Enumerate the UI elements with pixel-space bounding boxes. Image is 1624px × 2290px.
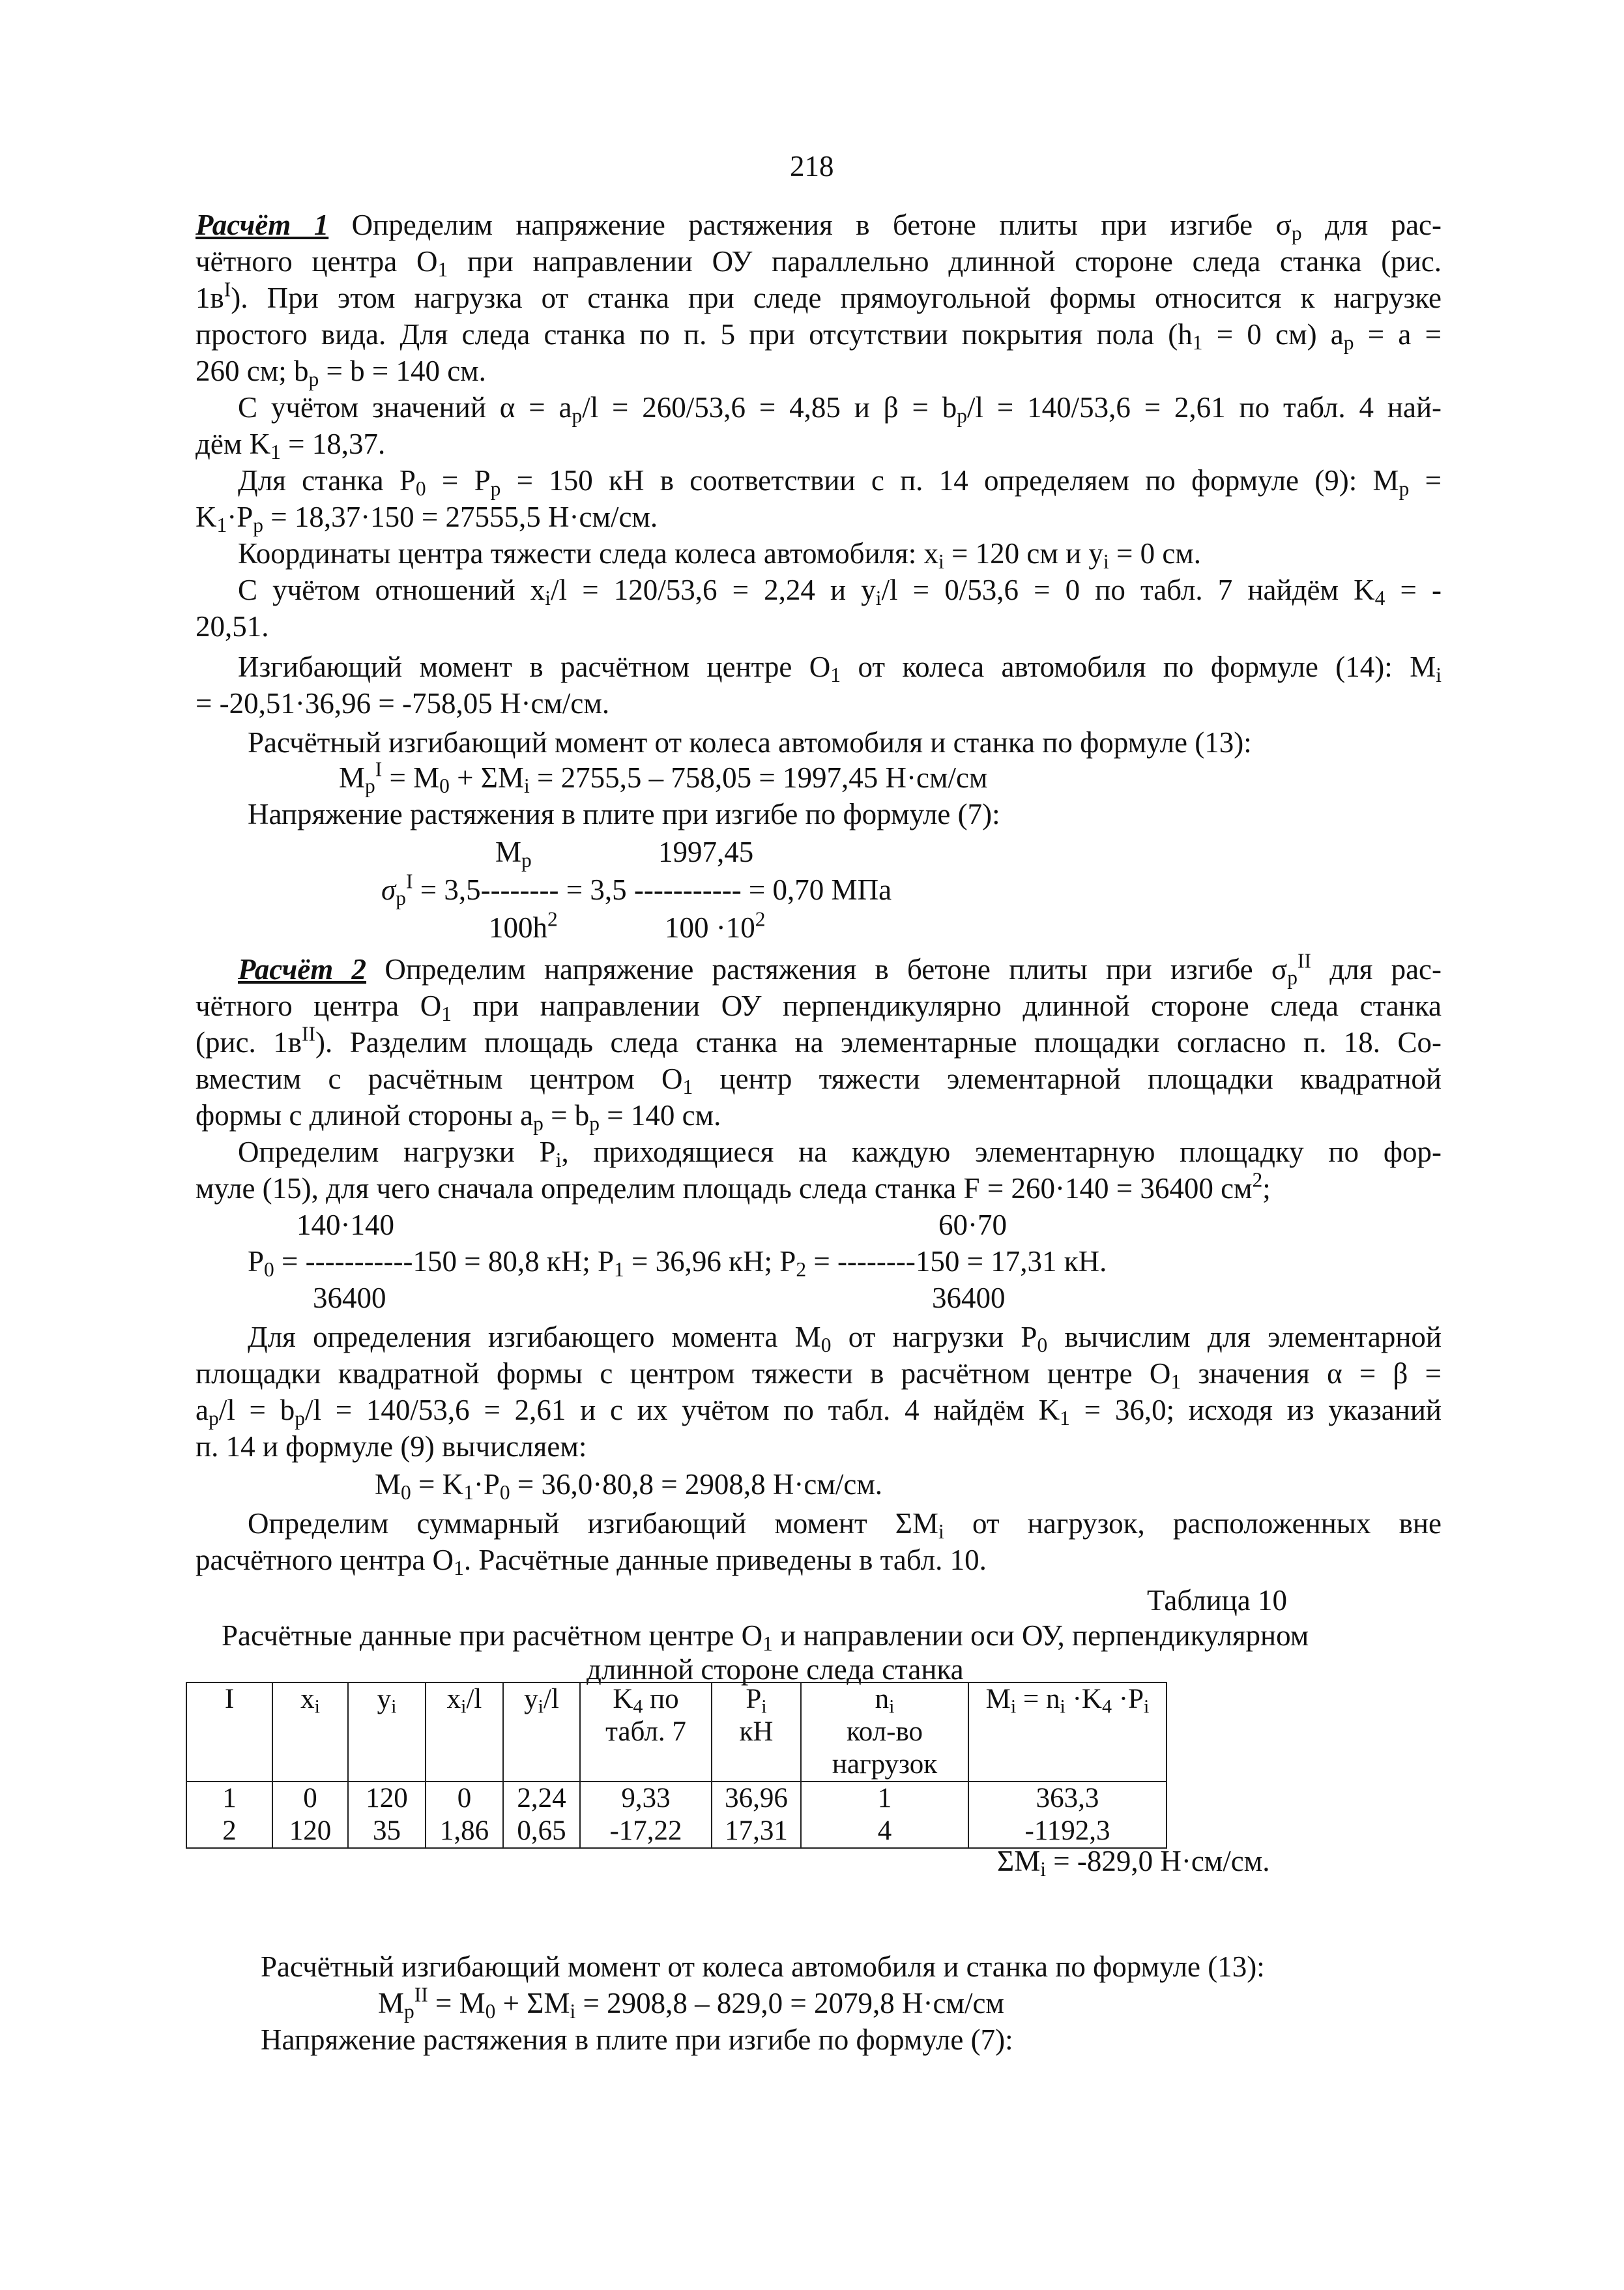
calc1-line2: чётного центра $O_1$ при направлении ОУ параллельно длинной стороне следа станка (рис.: [196, 245, 1442, 281]
calc1-para5-line2: 20,51.: [196, 610, 269, 643]
calc1-heading: Расчёт 1: [196, 209, 329, 241]
calc1-para7: Расчётный изгибающий момент от колеса автомобиля и станка по формуле (13):: [248, 726, 1252, 759]
th-p: $P_i$ кН: [712, 1682, 801, 1782]
calc2-para3-line4: п. 14 и формуле (9) вычисляем:: [196, 1430, 587, 1463]
calc1-para6-line2: = -20,51·36,96 = -758,05 Н·см/см.: [196, 687, 610, 720]
th-y: $y_i$: [348, 1682, 426, 1782]
calc1-para9: Напряжение растяжения в плите при изгибе по формуле (7):: [248, 798, 1000, 830]
calc2-para5-line1: Определим суммарный изгибающий момент $\Sigma M_i$ от нагрузок, расположенных вне: [248, 1507, 1442, 1543]
calc1-fraction-den2: $100 \cdot 10^2$: [665, 907, 766, 944]
calc1-moment-formula: $M_p^I = M_0 + \Sigma M_i = 2755,5 - 758,05 = 1997,45$ Н·см/см: [339, 757, 988, 797]
th-m: $M_i = n_i \cdot K_4 \cdot P_i$: [968, 1682, 1167, 1782]
calc2-para2-line2: муле (15), для чего сначала определим площадь следа станка F = 260·140 = 36400 $см^2$;: [196, 1168, 1271, 1205]
calc1-para4: Координаты центра тяжести следа колеса автомобиля: $x_i = 120$ см и $y_i = 0$ см.: [238, 537, 1202, 573]
final-para1: Расчётный изгибающий момент от колеса автомобиля и станка по формуле (13):: [261, 1950, 1265, 1983]
calc2-para3-line3: $a_p/l = b_p/l = 140/53,6 = 2,61$ и с их учётом по табл. 4 найдём $K_1 = 36,0$; исходя из указаний: [196, 1394, 1442, 1430]
calc1-line1: Расчёт 1 Определим напряжение растяжения в бетоне плиты при изгибе $\sigma_p$ для рас-: [196, 209, 1442, 244]
th-x: $x_i$: [272, 1682, 348, 1782]
loads-formula-line: $P_0 = -----------150 = 80,8$ кН; $P_1 = 36,96$ кН; $P_2 = --------150 = 17,31$ кН.: [248, 1245, 1107, 1281]
p2-fraction-num: 60·70: [938, 1209, 1007, 1241]
calc2-line1: Расчёт 2 Определим напряжение растяжения в бетоне плиты при изгибе $\sigma_p^{II}$ для рас-: [238, 949, 1442, 989]
p2-fraction-den: 36400: [932, 1282, 1006, 1314]
p0-fraction-num: 140·140: [297, 1209, 394, 1241]
final-para3: Напряжение растяжения в плите при изгибе по формуле (7):: [261, 2023, 1013, 2056]
calc1-fraction-den1: $100h^2$: [489, 907, 558, 944]
calc1-stress-formula: $\sigma_p^I = 3,5-------- = 3,5$ ----------- = 0,70 МПа: [381, 870, 892, 909]
calc2-heading: Расчёт 2: [238, 953, 367, 986]
calc1-para6-line1: Изгибающий момент в расчётном центре $O_1$ от колеса автомобиля по формуле (14): $M_i$: [238, 651, 1442, 686]
p0-fraction-den: 36400: [313, 1282, 386, 1314]
calc2-line4: вместим с расчётным центром $O_1$ центр тяжести элементарной площадки квадратной: [196, 1063, 1442, 1098]
th-xl: $x_i/l$: [426, 1682, 503, 1782]
data-table: [186, 1682, 1167, 1849]
calc2-line3: (рис. $1в^{II}$). Разделим площадь следа станка на элементарные площадки согласно п. 18. Со-: [196, 1022, 1442, 1059]
calc1-para5-line1: С учётом отношений $x_i/l = 120/53,6 = 2,24$ и $y_i/l = 0/53,6 = 0$ по табл. 7 найдём $K_4$ = -: [238, 574, 1442, 609]
table-row: 2 120 35 1,86 0,65 -17,22 17,31 4 -1192,3: [186, 1815, 1167, 1848]
table-sum: $\Sigma M_i = -829,0$ Н·см/см.: [997, 1845, 1270, 1881]
calc1-fraction-num2: 1997,45: [658, 836, 754, 868]
table-header-row: [186, 1682, 1167, 1782]
calc1-para3-line2: $K_1\cdot P_p = 18,37\cdot 150 = 27555,5$ Н·см/см.: [196, 501, 658, 536]
calc2-line2: чётного центра $O_1$ при направлении ОУ перпендикулярно длинной стороне следа станка: [196, 990, 1442, 1025]
calc1-para2-line1: С учётом значений $\alpha = a_p/l = 260/53,6 = 4,85$ и $\beta = b_p/l = 140/53,6 = 2,61$ по табл. 4 най-: [238, 391, 1442, 427]
calc2-m0-formula: $M_0 = K_1\cdot P_0 = 36,0\cdot 80,8 = 2908,8$ Н·см/см.: [375, 1468, 883, 1504]
th-n: $n_i$ кол-во нагрузок: [801, 1682, 968, 1782]
table-caption-line1: Расчётные данные при расчётном центре $O_1$ и направлении оси ОУ, перпендикулярном: [222, 1619, 1309, 1655]
calc1-fraction-num1: $M_p$: [495, 836, 532, 872]
table-caption-line2: длинной стороне следа станка: [587, 1653, 964, 1686]
calc2-para3-line1: Для определения изгибающего момента $M_0$ от нагрузки $P_0$ вычислим для элементарной: [248, 1321, 1442, 1357]
th-i: I: [186, 1682, 272, 1782]
th-k4: $K_4$ по табл. 7: [580, 1682, 712, 1782]
table-label: Таблица 10: [1147, 1584, 1287, 1617]
calc2-para3-line2: площадки квадратной формы с центром тяжести в расчётном центре $O_1$ значения α = β =: [196, 1357, 1442, 1393]
calc1-line3: $1в^I$). При этом нагрузка от станка при следе прямоугольной формы относится к нагрузке: [196, 278, 1442, 314]
calc2-line5: формы с длиной стороны $a_p = b_p = 140$ см.: [196, 1099, 721, 1135]
calc2-para2-line1: Определим нагрузки $P_i$, приходящиеся на каждую элементарную площадку по фор-: [238, 1136, 1442, 1171]
table-row: 1 0 120 0 2,24 9,33 36,96 1 363,3: [186, 1782, 1167, 1815]
calc2-para5-line2: расчётного центра $O_1$. Расчётные данные приведены в табл. 10.: [196, 1544, 987, 1579]
calc1-line4: простого вида. Для следа станка по п. 5 при отсутствии покрытия пола ($h_1 = 0$ см) $a_p = a$ =: [196, 318, 1442, 354]
final-moment-formula: $M_p^{II} = M_0 + \Sigma M_i = 2908,8 - 829,0 = 2079,8$ Н·см/см: [378, 1983, 1004, 2023]
page-number: 218: [790, 150, 834, 183]
calc1-para2-line2: дём $K_1 = 18,37$.: [196, 428, 386, 463]
calc1-para3-line1: Для станка $P_0 = P_p = 150$ кН в соответствии с п. 14 определяем по формуле (9): $M_p$ =: [238, 464, 1442, 500]
th-yl: $y_i/l$: [503, 1682, 580, 1782]
calc1-line5: 260 см; $b_p = b = 140$ см.: [196, 355, 486, 390]
